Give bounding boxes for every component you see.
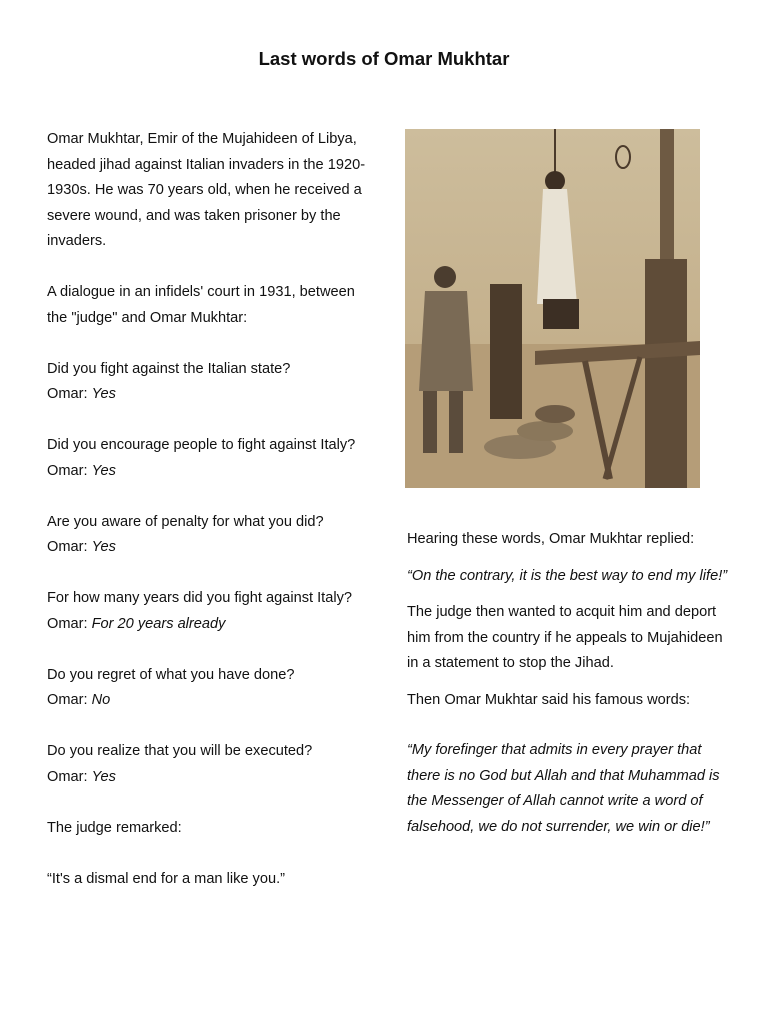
answer	[47, 382, 377, 408]
question: Did you encourage people to fight against Italy?	[47, 437, 356, 453]
then-said-paragraph: Then Omar Mukhtar said his famous words:	[407, 691, 691, 708]
answer-text: For 20 years already	[91, 615, 226, 632]
answer-text: Yes	[91, 386, 116, 402]
qa-item	[47, 510, 377, 561]
left-column	[47, 127, 377, 892]
famous-words-text: “My forefinger that admits in every prayer that there is no God but Allah and that Muhammad is the Messenger of Allah cannot write a word of falsehood, we do not surrender, we win or die!”	[407, 742, 720, 835]
question: Are you aware of penalty for what you did?	[47, 513, 324, 530]
answer-prefix: Omar:	[47, 386, 92, 402]
qa-item	[47, 357, 377, 408]
question: Do you regret of what you have done?	[47, 666, 295, 683]
question: Do you realize that you will be executed?	[47, 743, 313, 759]
judge-remarked: The judge remarked:	[47, 819, 182, 836]
answer-prefix: Omar:	[47, 692, 92, 708]
question: For how many years did you fight against Italy?	[47, 590, 353, 606]
answer	[47, 459, 377, 485]
answer-text: No	[91, 692, 111, 708]
answer	[47, 765, 377, 791]
answer-text: Yes	[91, 768, 116, 785]
execution-photo	[405, 129, 700, 488]
answer-text: Yes	[91, 462, 116, 479]
reply-quote	[407, 564, 729, 590]
answer-prefix: Omar:	[47, 615, 92, 632]
answer	[47, 535, 377, 561]
qa-item	[47, 739, 377, 790]
page-title: Last words of Omar Mukhtar	[258, 48, 510, 69]
hearing-paragraph: Hearing these words, Omar Mukhtar replied:	[407, 531, 695, 547]
answer-prefix: Omar:	[47, 462, 92, 479]
question: Did you fight against the Italian state?	[47, 360, 291, 377]
intro-paragraph: Omar Mukhtar, Emir of the Mujahideen of Libya, headed jihad against Italian invaders in the 1920-1930s. He was 70 years old, when he received a severe wound, and was taken prisoner by the invaders.	[47, 131, 366, 249]
qa-item	[47, 586, 377, 637]
answer-text: Yes	[91, 539, 116, 555]
answer-prefix: Omar:	[47, 768, 92, 785]
reply-quote-text: “On the contrary, it is the best way to end my life!”	[407, 567, 728, 584]
answer	[47, 688, 377, 714]
qa-item	[47, 663, 377, 714]
answer-prefix: Omar:	[47, 539, 92, 555]
right-column	[407, 527, 729, 840]
answer	[47, 612, 377, 638]
famous-words-quote	[407, 738, 729, 840]
dialogue-intro: A dialogue in an infidels' court in 1931, between the "judge" and Omar Mukhtar:	[47, 284, 355, 326]
judge-quote: “It's a dismal end for a man like you.”	[47, 870, 286, 887]
qa-item	[47, 433, 377, 484]
judge-offer-paragraph: The judge then wanted to acquit him and deport him from the country if he appeals to Mujahideen in a statement to stop the Jihad.	[407, 604, 723, 671]
